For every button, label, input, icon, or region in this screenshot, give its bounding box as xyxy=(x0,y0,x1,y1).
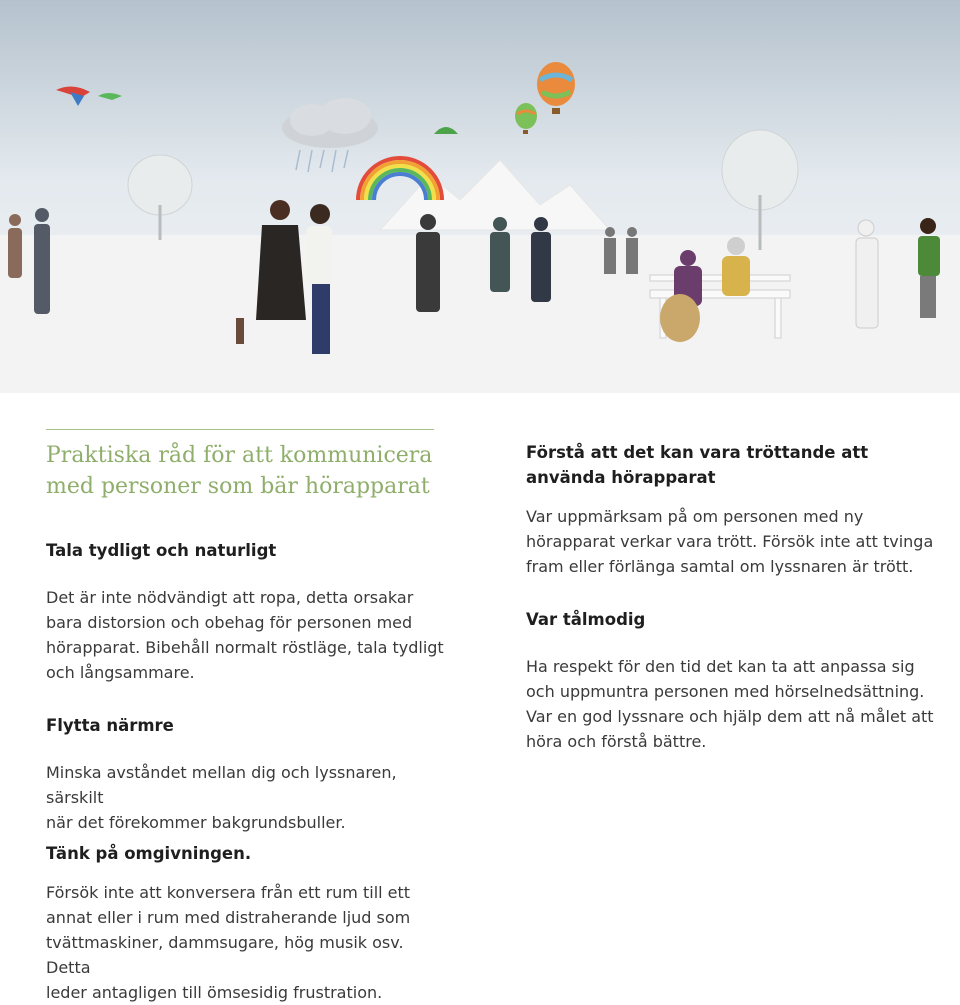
section-heading: Tala tydligt och naturligt xyxy=(46,541,277,560)
title-divider xyxy=(46,429,434,430)
section-heading: Flytta närmre xyxy=(46,716,174,735)
hero-illustration xyxy=(0,0,960,393)
paragraph-line: fram eller förlänga samtal om lyssnaren är trött. xyxy=(526,557,914,576)
title-line: Praktiska råd för att kommunicera xyxy=(46,443,433,468)
section-be-patient xyxy=(526,607,946,754)
section-heading: Var tålmodig xyxy=(526,610,646,629)
right-column xyxy=(526,440,946,754)
paragraph-line: Var uppmärksam på om personen med ny xyxy=(526,507,864,526)
left-column xyxy=(46,538,446,835)
paragraph-line: och långsammare. xyxy=(46,663,195,682)
section-move-closer xyxy=(46,713,446,835)
title-line: med personer som bär hörapparat xyxy=(46,474,430,499)
paragraph-line: höra och förstå bättre. xyxy=(526,732,707,751)
paragraph-line: hörapparat verkar vara trött. Försök inte att tvinga xyxy=(526,532,934,551)
paragraph-line: annat eller i rum med distraherande ljud som xyxy=(46,908,411,927)
paragraph-line: när det förekommer bakgrundsbuller. xyxy=(46,813,346,832)
paragraph-line: Försök inte att konversera från ett rum till ett xyxy=(46,883,411,902)
paragraph-line: Det är inte nödvändigt att ropa, detta orsakar xyxy=(46,588,414,607)
section-heading: Tänk på omgivningen. xyxy=(46,844,252,863)
paragraph-line: leder antagligen till ömsesidig frustration. xyxy=(46,983,383,1002)
page-title xyxy=(46,440,436,502)
paragraph-line: Var en god lyssnare och hjälp dem att nå målet att xyxy=(526,707,934,726)
heading-line: Förstå att det kan vara tröttande att xyxy=(526,443,869,462)
section-speak-clearly xyxy=(46,538,446,685)
paragraph-line: Minska avståndet mellan dig och lyssnaren, särskilt xyxy=(46,763,397,807)
section-heading xyxy=(526,440,946,490)
heading-line: använda hörapparat xyxy=(526,468,716,487)
paragraph-line: tvättmaskiner, dammsugare, hög musik osv. Detta xyxy=(46,933,404,977)
park-scene-illustration xyxy=(0,0,960,393)
section-tiring xyxy=(526,440,946,579)
paragraph-line: och uppmuntra personen med hörselnedsättning. xyxy=(526,682,925,701)
paragraph-line: Ha respekt för den tid det kan ta att anpassa sig xyxy=(526,657,915,676)
bottom-section xyxy=(46,841,446,1005)
paragraph-line: bara distorsion och obehag för personen med xyxy=(46,613,413,632)
paragraph-line: hörapparat. Bibehåll normalt röstläge, tala tydligt xyxy=(46,638,444,657)
